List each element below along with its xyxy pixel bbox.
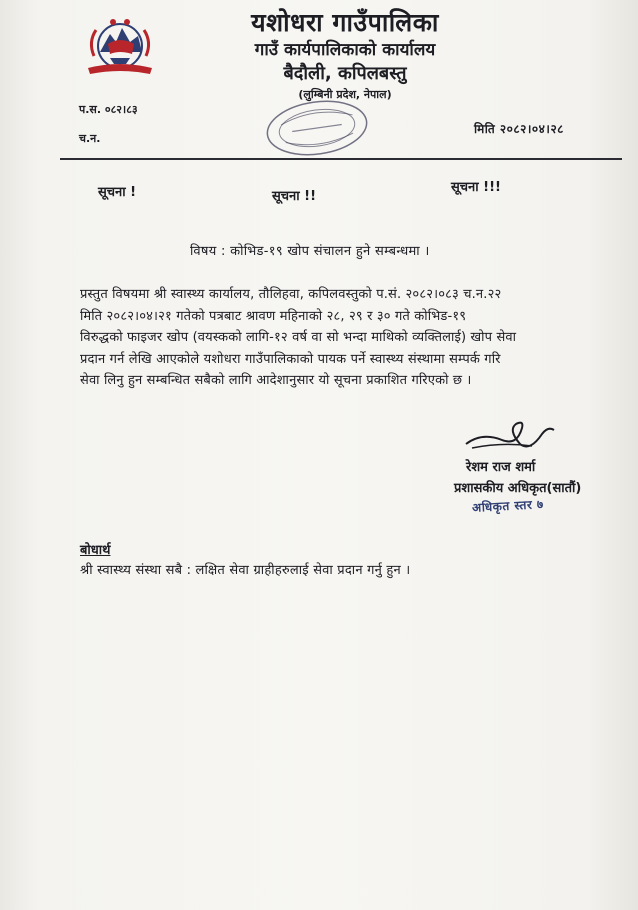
nepal-emblem-icon <box>80 12 160 78</box>
notice-heading-2: सूचना !! <box>272 189 317 204</box>
letterhead <box>215 8 475 104</box>
bodhartha-line: श्री स्वास्थ्य संस्था सबै : लक्षित सेवा ग्राहीहरुलाई सेवा प्रदान गर्नु हुन । <box>80 563 411 578</box>
signatory-title: प्रशासकीय अधिकृत(सातौं) <box>454 481 582 496</box>
body-line: प्रस्तुत विषयमा श्री स्वास्थ्य कार्यालय, तौलिहवा, कपिलवस्तुको प.सं. २०८२।०८३ च.न.२२ <box>80 287 502 302</box>
notice-heading-3: सूचना !!! <box>451 180 501 195</box>
bodhartha-heading: बोधार्थ <box>80 543 111 558</box>
municipality-title: यशोधरा गाउँपालिका <box>251 8 439 37</box>
header-divider <box>60 158 622 160</box>
letter-body <box>80 284 612 392</box>
letter-subject: विषय : कोभिड-१९ खोप संचालन हुने सम्बन्धमा । <box>190 244 430 259</box>
chalani-number: च.न. <box>79 132 101 145</box>
body-line: मिति २०८२।०४।२१ गतेको पत्रबाट श्रावण महिनाको २८, २९ र ३० गते कोभिड-१९ <box>80 308 467 324</box>
patra-sankhya: प.स. ०८२।८३ <box>79 103 138 116</box>
body-line: विरुद्धको फाइजर खोप (वयस्कको लागि-१२ वर्ष वा सो भन्दा माथिको व्यक्तिलाई) खोप सेवा <box>80 330 517 345</box>
office-region: (लुम्बिनी प्रदेश, नेपाल) <box>298 88 392 101</box>
letter-date: मिति २०८२।०४।२८ <box>474 122 564 136</box>
body-line: प्रदान गर्न लेखि आएकोले यशोधरा गाउँपालिकाको पायक पर्ने स्वास्थ्य संस्थामा सम्पर्क गरि <box>80 351 501 367</box>
signatory-stamp: अधिकृत स्तर ७ <box>471 497 545 515</box>
office-location: बैदौली, कपिलबस्तु <box>283 63 407 84</box>
signature <box>462 414 558 454</box>
body-line: सेवा लिनु हुन सम्बन्धित सबैको लागि आदेशानुसार यो सूचना प्रकाशित गरिएको छ । <box>80 373 472 388</box>
office-name: गाउँ कार्यपालिकाको कार्यालय <box>254 40 436 60</box>
signatory-name: रेशम राज शर्मा <box>466 460 536 475</box>
notice-heading-1: सूचना ! <box>98 185 137 200</box>
